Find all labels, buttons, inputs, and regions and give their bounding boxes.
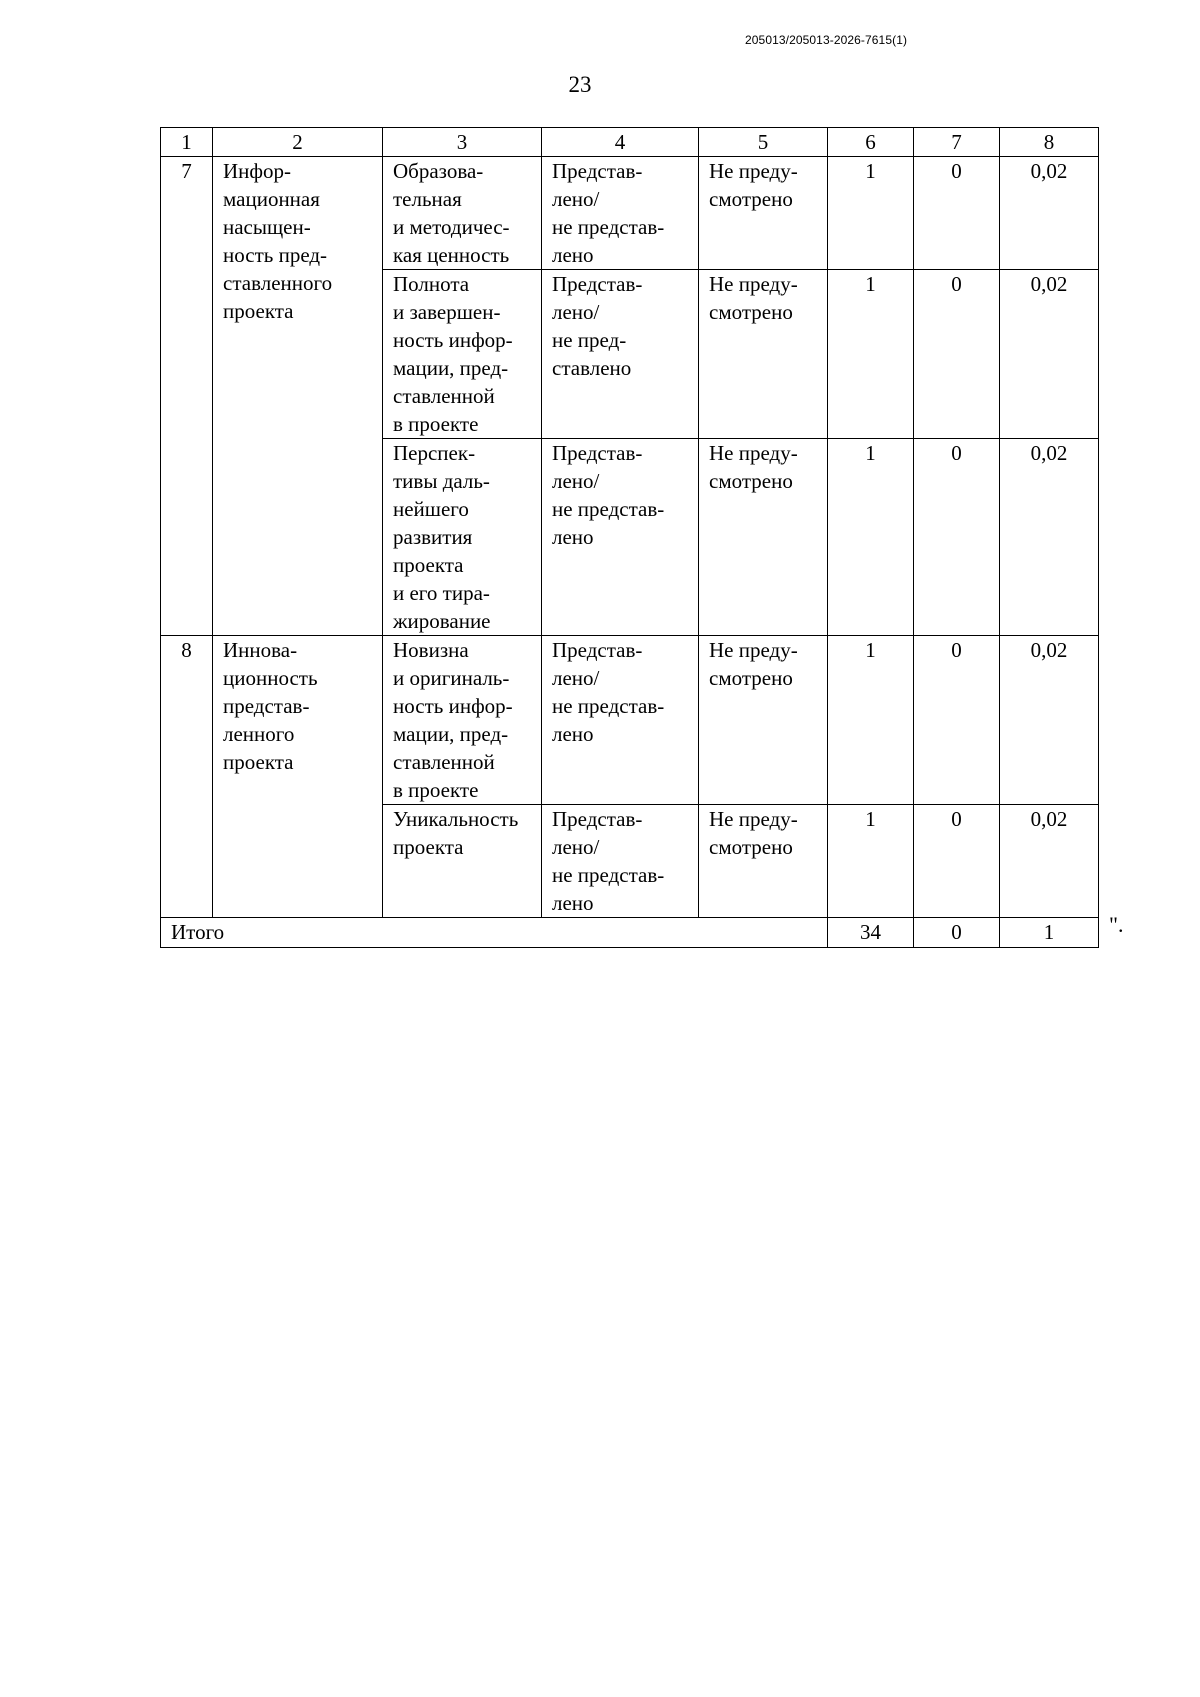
note-cell xyxy=(699,636,828,805)
note-cell xyxy=(699,270,828,439)
note-cell xyxy=(699,439,828,636)
min-score-cell: 0 xyxy=(914,439,1000,636)
cell-text-line: мации, пред- xyxy=(393,722,509,746)
cell-text-line: в проекте xyxy=(393,778,479,802)
cell-text-line: ставленной xyxy=(393,384,495,408)
cell-text-line: Полнота xyxy=(393,272,470,296)
assessment-cell xyxy=(542,636,699,805)
min-score-cell: 0 xyxy=(914,270,1000,439)
cell-text-line: тивы даль- xyxy=(393,469,490,493)
cell-text-line: и завершен- xyxy=(393,300,501,324)
cell-text-line: Не преду- xyxy=(709,807,798,831)
cell-text-line: кая ценность xyxy=(393,243,510,267)
assessment-cell xyxy=(542,805,699,918)
cell-text-line: Образова- xyxy=(393,159,484,183)
cell-text-line: Новизна xyxy=(393,638,469,662)
criterion-cell xyxy=(383,270,542,439)
cell-text-line: нейшего xyxy=(393,497,469,521)
page-number: 23 xyxy=(568,72,592,97)
cell-text-line: проекта xyxy=(393,553,464,577)
document-id: 205013/205013-2026-7615(1) xyxy=(745,33,908,47)
min-score-cell: 0 xyxy=(914,157,1000,270)
total-max-cell: 34 xyxy=(828,918,914,948)
cell-text-line: Инфор- xyxy=(223,159,292,183)
assessment-cell xyxy=(542,270,699,439)
cell-text-line: лено/ xyxy=(552,666,600,690)
cell-text-line: и методичес- xyxy=(393,215,510,239)
weight-cell: 0,02 xyxy=(1000,636,1099,805)
cell-text-line: смотрено xyxy=(709,469,793,493)
cell-text-line: ность инфор- xyxy=(393,694,513,718)
header-cell: 7 xyxy=(914,128,1000,157)
group-number-cell: 7 xyxy=(161,157,213,636)
weight-cell: 0,02 xyxy=(1000,157,1099,270)
cell-text-line: лено xyxy=(552,722,594,746)
cell-text-line: насыщен- xyxy=(223,215,311,239)
cell-text-line: лено/ xyxy=(552,469,600,493)
cell-text-line: жирование xyxy=(393,609,491,633)
weight-cell: 0,02 xyxy=(1000,439,1099,636)
cell-text-line: лено xyxy=(552,525,594,549)
cell-text-line: смотрено xyxy=(709,666,793,690)
criterion-cell xyxy=(383,157,542,270)
total-weight-cell: 1 xyxy=(1000,918,1099,948)
group-number-cell: 8 xyxy=(161,636,213,918)
max-score-cell: 1 xyxy=(828,270,914,439)
cell-text-line: и его тира- xyxy=(393,581,490,605)
header-cell: 4 xyxy=(542,128,699,157)
cell-text-line: Не преду- xyxy=(709,159,798,183)
cell-text-line: проекта xyxy=(393,835,464,859)
cell-text-line: проекта xyxy=(223,299,294,323)
cell-text-line: ставленного xyxy=(223,271,333,295)
cell-text-line: ность инфор- xyxy=(393,328,513,352)
group-name-cell xyxy=(213,636,383,918)
header-cell: 3 xyxy=(383,128,542,157)
max-score-cell: 1 xyxy=(828,439,914,636)
cell-text-line: Не преду- xyxy=(709,272,798,296)
closing-quote: ". xyxy=(1109,912,1124,937)
header-cell: 2 xyxy=(213,128,383,157)
cell-text-line: не пред- xyxy=(552,328,627,352)
max-score-cell: 1 xyxy=(828,157,914,270)
cell-text-line: ционность xyxy=(223,666,318,690)
criterion-cell xyxy=(383,636,542,805)
cell-text-line: в проекте xyxy=(393,412,479,436)
cell-text-line: не представ- xyxy=(552,215,665,239)
cell-text-line: лено xyxy=(552,243,594,267)
cell-text-line: смотрено xyxy=(709,300,793,324)
assessment-cell xyxy=(542,157,699,270)
weight-cell: 0,02 xyxy=(1000,270,1099,439)
criterion-cell xyxy=(383,439,542,636)
cell-text-line: ставленной xyxy=(393,750,495,774)
max-score-cell: 1 xyxy=(828,636,914,805)
cell-text-line: ность пред- xyxy=(223,243,328,267)
group-name-cell xyxy=(213,157,383,636)
cell-text-line: мации, пред- xyxy=(393,356,509,380)
cell-text-line: смотрено xyxy=(709,835,793,859)
cell-text-line: не представ- xyxy=(552,497,665,521)
criterion-cell xyxy=(383,805,542,918)
cell-text-line: лено/ xyxy=(552,300,600,324)
cell-text-line: Иннова- xyxy=(223,638,298,662)
table-header-row xyxy=(161,128,1099,157)
cell-text-line: лено xyxy=(552,891,594,915)
cell-text-line: Представ- xyxy=(552,272,643,296)
cell-text-line: Не преду- xyxy=(709,638,798,662)
cell-text-line: Представ- xyxy=(552,807,643,831)
header-cell: 5 xyxy=(699,128,828,157)
min-score-cell: 0 xyxy=(914,805,1000,918)
table-row xyxy=(161,157,1099,270)
table-row xyxy=(161,636,1099,805)
cell-text-line: не представ- xyxy=(552,863,665,887)
cell-text-line: мационная xyxy=(223,187,320,211)
cell-text-line: проекта xyxy=(223,750,294,774)
assessment-cell xyxy=(542,439,699,636)
header-cell: 1 xyxy=(161,128,213,157)
header-cell: 6 xyxy=(828,128,914,157)
note-cell xyxy=(699,805,828,918)
cell-text-line: Представ- xyxy=(552,159,643,183)
weight-cell: 0,02 xyxy=(1000,805,1099,918)
cell-text-line: представ- xyxy=(223,694,310,718)
cell-text-line: развития xyxy=(393,525,473,549)
cell-text-line: Представ- xyxy=(552,441,643,465)
total-min-cell: 0 xyxy=(914,918,1000,948)
cell-text-line: Перспек- xyxy=(393,441,476,465)
cell-text-line: не представ- xyxy=(552,694,665,718)
cell-text-line: ленного xyxy=(223,722,295,746)
cell-text-line: тельная xyxy=(393,187,462,211)
min-score-cell: 0 xyxy=(914,636,1000,805)
total-label-cell: Итого xyxy=(161,918,828,948)
cell-text-line: и оригиналь- xyxy=(393,666,510,690)
cell-text-line: ставлено xyxy=(552,356,632,380)
cell-text-line: лено/ xyxy=(552,187,600,211)
header-cell: 8 xyxy=(1000,128,1099,157)
cell-text-line: смотрено xyxy=(709,187,793,211)
cell-text-line: Уникальность xyxy=(393,807,519,831)
note-cell xyxy=(699,157,828,270)
criteria-table xyxy=(160,127,1099,948)
total-row xyxy=(161,918,1099,948)
cell-text-line: Представ- xyxy=(552,638,643,662)
cell-text-line: Не преду- xyxy=(709,441,798,465)
max-score-cell: 1 xyxy=(828,805,914,918)
cell-text-line: лено/ xyxy=(552,835,600,859)
